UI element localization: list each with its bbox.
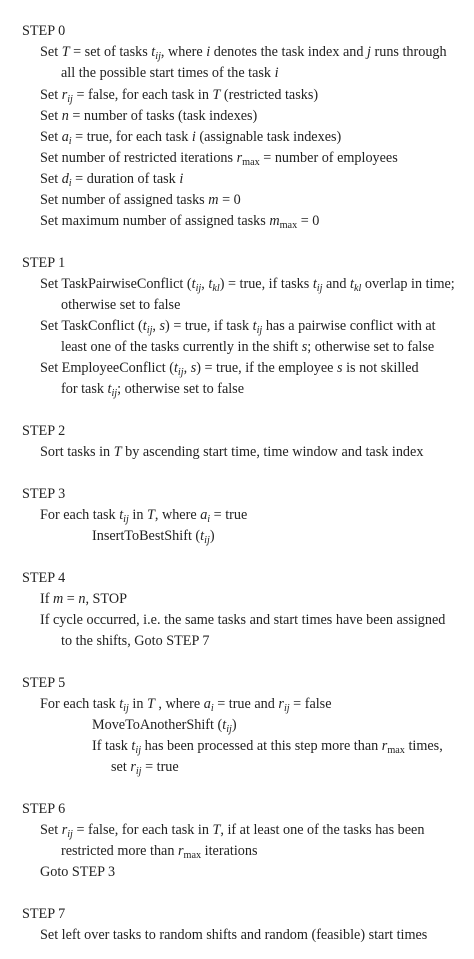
step-1-line-3: Set EmployeeConflict ($t_{ij}$, s) = true, if the employee s is not skilled — [40, 360, 419, 378]
step-0-line-8: Set maximum number of assigned tasks $m_{max} = 0$ — [40, 213, 320, 231]
step-3-line-1: For each task $t_{ij}$ in T, where $a_i$ = true — [40, 507, 248, 525]
step-1-heading: STEP 1 — [22, 255, 66, 271]
step-6-line-1-cont: restricted more than $r_{max}$ iterations — [61, 843, 258, 861]
step-1-line-2: Set TaskConflict ($t_{ij}$, s) = true, if task $t_{ij}$ has a pairwise conflict with at — [40, 318, 436, 336]
step-6-line-2: Goto STEP 3 — [40, 864, 116, 880]
step-0-line-3: Set n = number of tasks (task indexes) — [40, 108, 258, 124]
step-0-line-2: Set $r_{ij}$ = false, for each task in T (restricted tasks) — [40, 87, 319, 105]
step-7-line-1: Set left over tasks to random shifts and random (feasible) start times — [40, 927, 428, 943]
step-4-line-1: If m = n, STOP — [40, 591, 127, 607]
step-5-line-1: For each task $t_{ij}$ in T , where $a_i$ = true and $r_{ij}$ = false — [40, 696, 332, 714]
step-0-line-4: Set $a_i$ = true, for each task i (assignable task indexes) — [40, 129, 342, 147]
step-7-heading: STEP 7 — [22, 906, 66, 922]
step-6-heading: STEP 6 — [22, 801, 66, 817]
step-2-line-1: Sort tasks in T by ascending start time, time window and task index — [40, 444, 424, 460]
step-1-line-3-cont: for task $t_{ij}$; otherwise set to false — [61, 381, 245, 399]
step-1-line-2-cont: least one of the tasks currently in the shift s; otherwise set to false — [61, 339, 435, 355]
step-0-line-6: Set $d_i$ = duration of task i — [40, 171, 184, 189]
step-5-line-3: If task $t_{ij}$ has been processed at this step more than $r_{max}$ times, — [92, 738, 443, 756]
step-5-line-4: set $r_{ij}$ = true — [111, 759, 179, 777]
step-4-line-2: If cycle occurred, i.e. the same tasks and start times have been assigned — [40, 612, 446, 628]
step-0-line-1: Set T = set of tasks $t_{ij}$, where i denotes the task index and j runs through — [40, 44, 447, 62]
step-5-heading: STEP 5 — [22, 675, 66, 691]
step-4-line-2-cont: to the shifts, Goto STEP 7 — [61, 633, 210, 649]
step-3-heading: STEP 3 — [22, 486, 66, 502]
step-0-heading: STEP 0 — [22, 23, 66, 39]
step-1-line-1: Set TaskPairwiseConflict ($t_{ij}$, $t_{kl}$) = true, if tasks $t_{ij}$ and $t_{kl}$ overlap in time; — [40, 276, 455, 294]
step-0-line-1-cont: all the possible start times of the task i — [61, 65, 279, 81]
step-3-line-2: InsertToBestShift $(t_{ij})$ — [92, 528, 215, 546]
step-0-line-5: Set number of restricted iterations $r_{max}$ = number of employees — [40, 150, 398, 168]
step-1-line-1-cont: otherwise set to false — [61, 297, 181, 313]
step-0-line-7: Set number of assigned tasks m = 0 — [40, 192, 241, 208]
step-5-line-2: MoveToAnotherShift $(t_{ij})$ — [92, 717, 237, 735]
step-4-heading: STEP 4 — [22, 570, 66, 586]
step-2-heading: STEP 2 — [22, 423, 66, 439]
step-6-line-1: Set $r_{ij}$ = false, for each task in T, if at least one of the tasks has been — [40, 822, 425, 840]
